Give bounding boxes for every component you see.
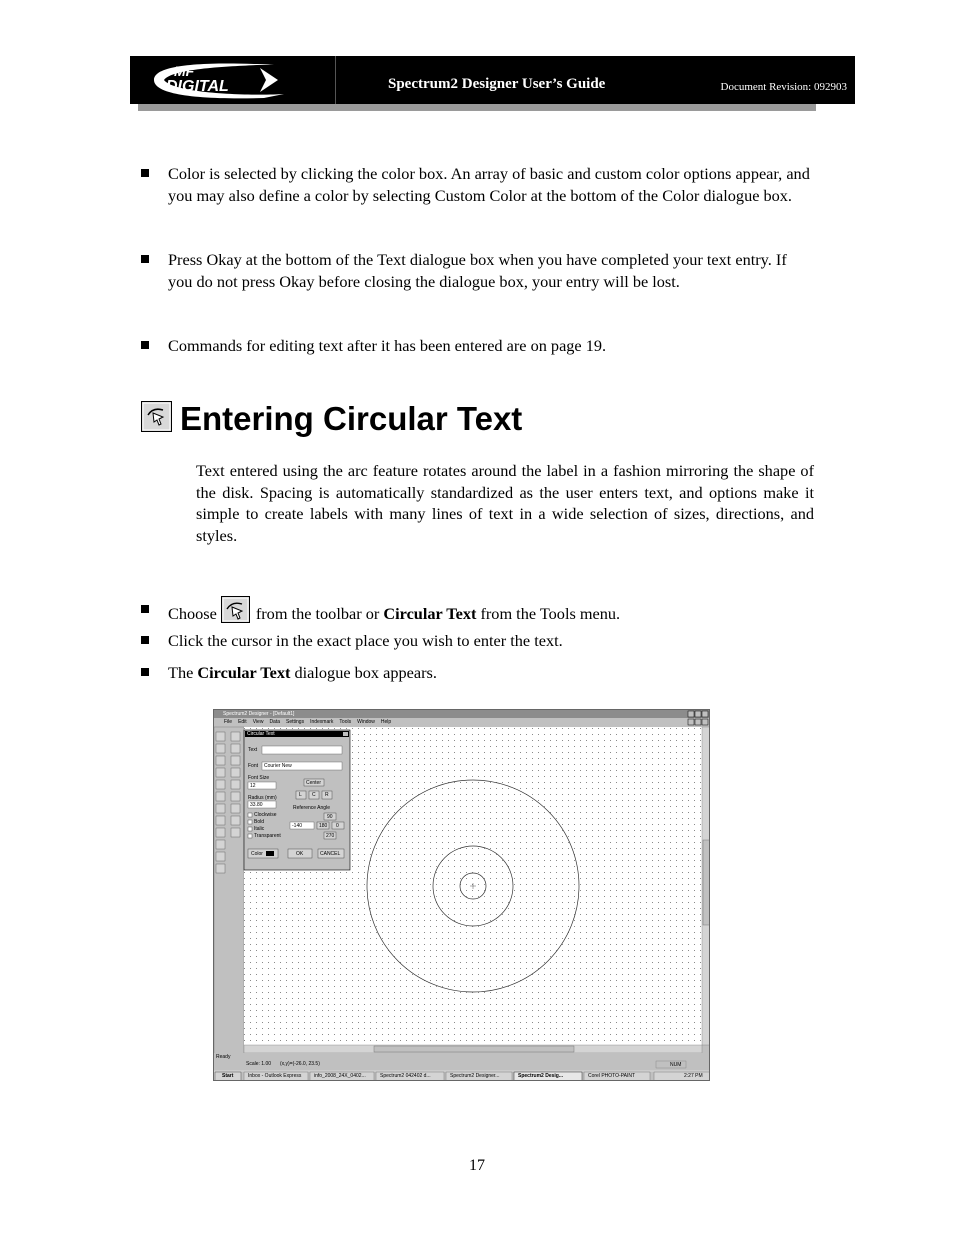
angle-180-label: 180 bbox=[319, 823, 328, 829]
menu-window[interactable]: Window bbox=[357, 719, 375, 725]
menu-tools[interactable]: Tools bbox=[339, 719, 352, 725]
doc-minimize-button[interactable] bbox=[688, 719, 694, 725]
reference-angle-label: Reference Angle bbox=[293, 805, 330, 811]
header-shadow bbox=[138, 104, 816, 111]
checkbox-bold-label: Bold bbox=[254, 819, 265, 825]
checkbox-italic-label: Italic bbox=[254, 826, 265, 832]
section-title: Entering Circular Text bbox=[180, 400, 523, 437]
color-button-label: Color bbox=[251, 851, 263, 857]
bullet-color bbox=[141, 163, 811, 206]
minimize-button[interactable] bbox=[688, 711, 694, 717]
radius-label: Radius (mm) bbox=[248, 795, 277, 801]
checkbox-clockwise-label: Clockwise bbox=[254, 812, 277, 818]
cancel-button-label: CANCEL bbox=[320, 851, 341, 857]
application-screenshot bbox=[213, 709, 710, 1081]
section-intro: Text entered using the arc feature rotates around the label in a fashion mirroring the shape of the disk. Spacing is automatically standardized as the user enters text, and options make it simple to create labels with many lines of text in a wide selection of sizes, directions, and styles. bbox=[196, 461, 814, 545]
step-click bbox=[141, 630, 811, 652]
taskbar-item-label: Inbox - Outlook Express bbox=[248, 1073, 302, 1079]
bullet-square bbox=[141, 636, 149, 644]
bullet-square bbox=[141, 668, 149, 676]
menu-settings[interactable]: Settings bbox=[286, 719, 305, 725]
ok-button-label: OK bbox=[296, 851, 304, 857]
menu-bar bbox=[224, 719, 391, 725]
taskbar-item-label: Spectrum2 042402 d... bbox=[380, 1073, 431, 1079]
angle-value: -140 bbox=[292, 823, 303, 829]
font-size-label: Font Size bbox=[248, 775, 270, 781]
bullet-text: Color is selected by clicking the color box. An array of basic and custom color options appear, and you may also define a color by selecting Custom Color at the bottom of the Color dialogue box. bbox=[168, 164, 810, 205]
step-choose bbox=[141, 596, 811, 625]
circular-text-tool-icon bbox=[221, 596, 250, 623]
bullet-square bbox=[141, 605, 149, 613]
document-revision: Document Revision: 092903 bbox=[720, 81, 847, 93]
step-choose-bold: Circular Text bbox=[383, 604, 477, 623]
taskbar-item-label: Corel PHOTO-PAINT bbox=[588, 1073, 636, 1079]
menu-data[interactable]: Data bbox=[269, 719, 280, 725]
taskbar-clock: 2:27 PM bbox=[684, 1073, 703, 1079]
align-center-label: C bbox=[312, 792, 316, 798]
vertical-scroll-thumb[interactable] bbox=[703, 840, 710, 925]
taskbar-item-label-active: Spectrum2 Desig... bbox=[518, 1073, 564, 1079]
horizontal-scroll-thumb[interactable] bbox=[374, 1046, 574, 1052]
page-header bbox=[130, 56, 855, 104]
start-label: Start bbox=[222, 1073, 234, 1079]
logo-line2: DIGITAL bbox=[166, 78, 229, 95]
doc-restore-button[interactable] bbox=[695, 719, 701, 725]
step-choose-middle: from the toolbar or bbox=[255, 604, 380, 623]
angle-0-label: 0 bbox=[336, 823, 339, 829]
dialog-close-button[interactable] bbox=[343, 732, 348, 736]
menu-help[interactable]: Help bbox=[380, 719, 392, 725]
doc-close-button[interactable] bbox=[702, 719, 708, 725]
taskbar-item-label: Spectrum2 Designer... bbox=[450, 1073, 500, 1079]
menu-view[interactable]: View bbox=[252, 719, 264, 725]
close-button[interactable] bbox=[702, 711, 708, 717]
menu-indexmark[interactable]: Indexmark bbox=[310, 719, 334, 725]
menu-edit[interactable]: Edit bbox=[238, 719, 247, 725]
font-label: Font bbox=[248, 763, 259, 769]
bullet-okay bbox=[141, 249, 811, 292]
circular-text-tool-icon bbox=[141, 401, 172, 432]
step-appears-suffix: dialogue box appears. bbox=[294, 663, 437, 682]
center-button-label: Center bbox=[306, 780, 322, 786]
status-num: NUM bbox=[670, 1062, 682, 1068]
color-swatch bbox=[266, 851, 274, 856]
font-value: Courier New bbox=[264, 763, 292, 769]
page-number: 17 bbox=[469, 1157, 485, 1174]
step-appears bbox=[141, 662, 811, 684]
taskbar-item-label: info_2008_24X_0402... bbox=[314, 1073, 366, 1079]
bullet-commands bbox=[141, 335, 811, 357]
status-ready: Ready bbox=[216, 1054, 231, 1060]
font-size-value: 12 bbox=[250, 783, 256, 789]
align-right-label: R bbox=[325, 792, 329, 798]
angle-90-label: 90 bbox=[327, 814, 333, 820]
bullet-square bbox=[141, 341, 149, 349]
step-choose-suffix: from the Tools menu. bbox=[480, 604, 621, 623]
align-left-label: L bbox=[299, 792, 302, 798]
status-xy: (x,y)=(-26.0, 23.5) bbox=[280, 1061, 320, 1067]
angle-270-label: 270 bbox=[326, 833, 335, 839]
checkbox-transparent-label: Transparent bbox=[254, 833, 281, 839]
bullet-text: Press Okay at the bottom of the Text dialogue box when you have completed your text entry. If you do not press Okay before closing the dialogue box, your entry will be lost. bbox=[168, 250, 787, 291]
header-divider bbox=[335, 56, 336, 104]
window-title: Spectrum2 Designer - [Default1] bbox=[223, 711, 295, 717]
step-appears-prefix: The bbox=[168, 663, 194, 682]
bullet-text: Commands for editing text after it has been entered are on page 19. bbox=[168, 336, 607, 355]
step-appears-bold: Circular Text bbox=[197, 663, 291, 682]
text-input[interactable] bbox=[262, 746, 342, 754]
mf-digital-logo bbox=[134, 58, 330, 102]
step-click-text: Click the cursor in the exact place you wish to enter the text. bbox=[168, 631, 563, 650]
bullet-square bbox=[141, 169, 149, 177]
bullet-square bbox=[141, 255, 149, 263]
header-title: Spectrum2 Designer User’s Guide bbox=[388, 76, 606, 92]
menu-file[interactable]: File bbox=[224, 719, 233, 725]
dialog-title: Circular Text bbox=[247, 731, 275, 737]
maximize-button[interactable] bbox=[695, 711, 701, 717]
step-choose-prefix: Choose bbox=[168, 604, 217, 623]
status-scale: Scale: 1.00 bbox=[246, 1061, 272, 1067]
text-label: Text bbox=[248, 747, 258, 753]
radius-value: 33.80 bbox=[250, 802, 263, 808]
logo-line1: MF bbox=[174, 63, 195, 79]
